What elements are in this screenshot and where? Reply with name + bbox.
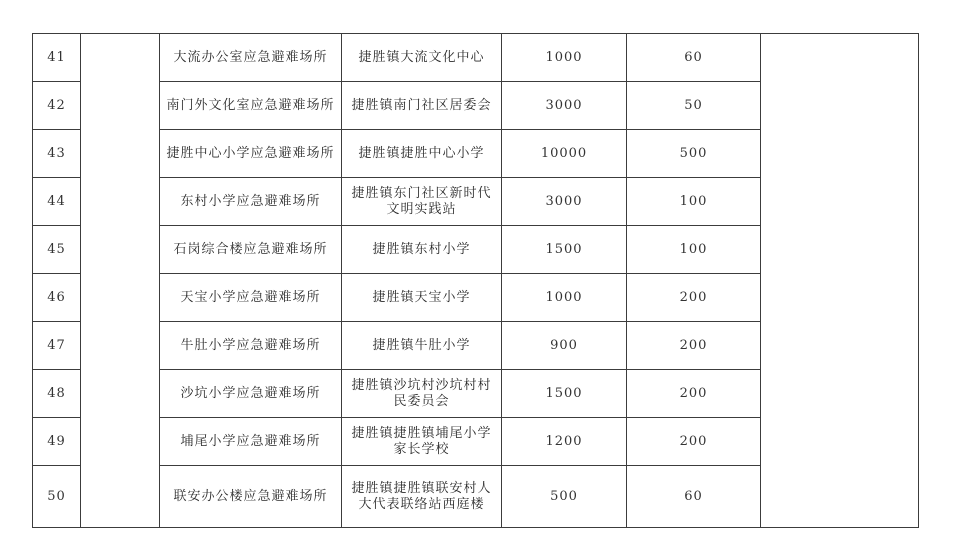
merged-cell <box>81 34 160 528</box>
shelter-address: 捷胜镇东门社区新时代文明实践站 <box>342 178 502 226</box>
shelter-area: 1200 <box>502 418 627 466</box>
shelter-name: 牛肚小学应急避难场所 <box>160 322 342 370</box>
shelter-capacity: 100 <box>627 226 761 274</box>
shelter-name: 沙坑小学应急避难场所 <box>160 370 342 418</box>
shelter-capacity: 50 <box>627 82 761 130</box>
shelter-address: 捷胜镇大流文化中心 <box>342 34 502 82</box>
row-number: 49 <box>33 418 81 466</box>
shelter-table <box>32 33 919 528</box>
row-number: 45 <box>33 226 81 274</box>
row-number: 47 <box>33 322 81 370</box>
shelter-name: 埔尾小学应急避难场所 <box>160 418 342 466</box>
remarks-cell <box>761 34 919 528</box>
shelter-area: 500 <box>502 466 627 528</box>
shelter-capacity: 200 <box>627 418 761 466</box>
shelter-name: 大流办公室应急避难场所 <box>160 34 342 82</box>
shelter-address: 捷胜镇东村小学 <box>342 226 502 274</box>
shelter-area: 1500 <box>502 370 627 418</box>
row-number: 46 <box>33 274 81 322</box>
shelter-capacity: 60 <box>627 34 761 82</box>
shelter-capacity: 500 <box>627 130 761 178</box>
shelter-area: 3000 <box>502 82 627 130</box>
row-number: 43 <box>33 130 81 178</box>
shelter-area: 1000 <box>502 274 627 322</box>
shelter-address: 捷胜镇天宝小学 <box>342 274 502 322</box>
shelter-name: 捷胜中心小学应急避难场所 <box>160 130 342 178</box>
row-number: 48 <box>33 370 81 418</box>
table-row <box>33 34 919 82</box>
shelter-area: 3000 <box>502 178 627 226</box>
shelter-capacity: 200 <box>627 370 761 418</box>
shelter-name: 石岗综合楼应急避难场所 <box>160 226 342 274</box>
shelter-area: 1500 <box>502 226 627 274</box>
row-number: 50 <box>33 466 81 528</box>
shelter-area: 900 <box>502 322 627 370</box>
shelter-capacity: 60 <box>627 466 761 528</box>
row-number: 42 <box>33 82 81 130</box>
shelter-name: 东村小学应急避难场所 <box>160 178 342 226</box>
shelter-address: 捷胜镇沙坑村沙坑村村民委员会 <box>342 370 502 418</box>
row-number: 44 <box>33 178 81 226</box>
shelter-address: 捷胜镇捷胜中心小学 <box>342 130 502 178</box>
shelter-address: 捷胜镇牛肚小学 <box>342 322 502 370</box>
shelter-capacity: 200 <box>627 274 761 322</box>
shelter-address: 捷胜镇捷胜镇埔尾小学家长学校 <box>342 418 502 466</box>
shelter-area: 1000 <box>502 34 627 82</box>
shelter-name: 天宝小学应急避难场所 <box>160 274 342 322</box>
shelter-name: 南门外文化室应急避难场所 <box>160 82 342 130</box>
shelter-capacity: 200 <box>627 322 761 370</box>
row-number: 41 <box>33 34 81 82</box>
shelter-address: 捷胜镇南门社区居委会 <box>342 82 502 130</box>
shelter-name: 联安办公楼应急避难场所 <box>160 466 342 528</box>
shelter-capacity: 100 <box>627 178 761 226</box>
shelter-address: 捷胜镇捷胜镇联安村人大代表联络站西庭楼 <box>342 466 502 528</box>
shelter-area: 10000 <box>502 130 627 178</box>
